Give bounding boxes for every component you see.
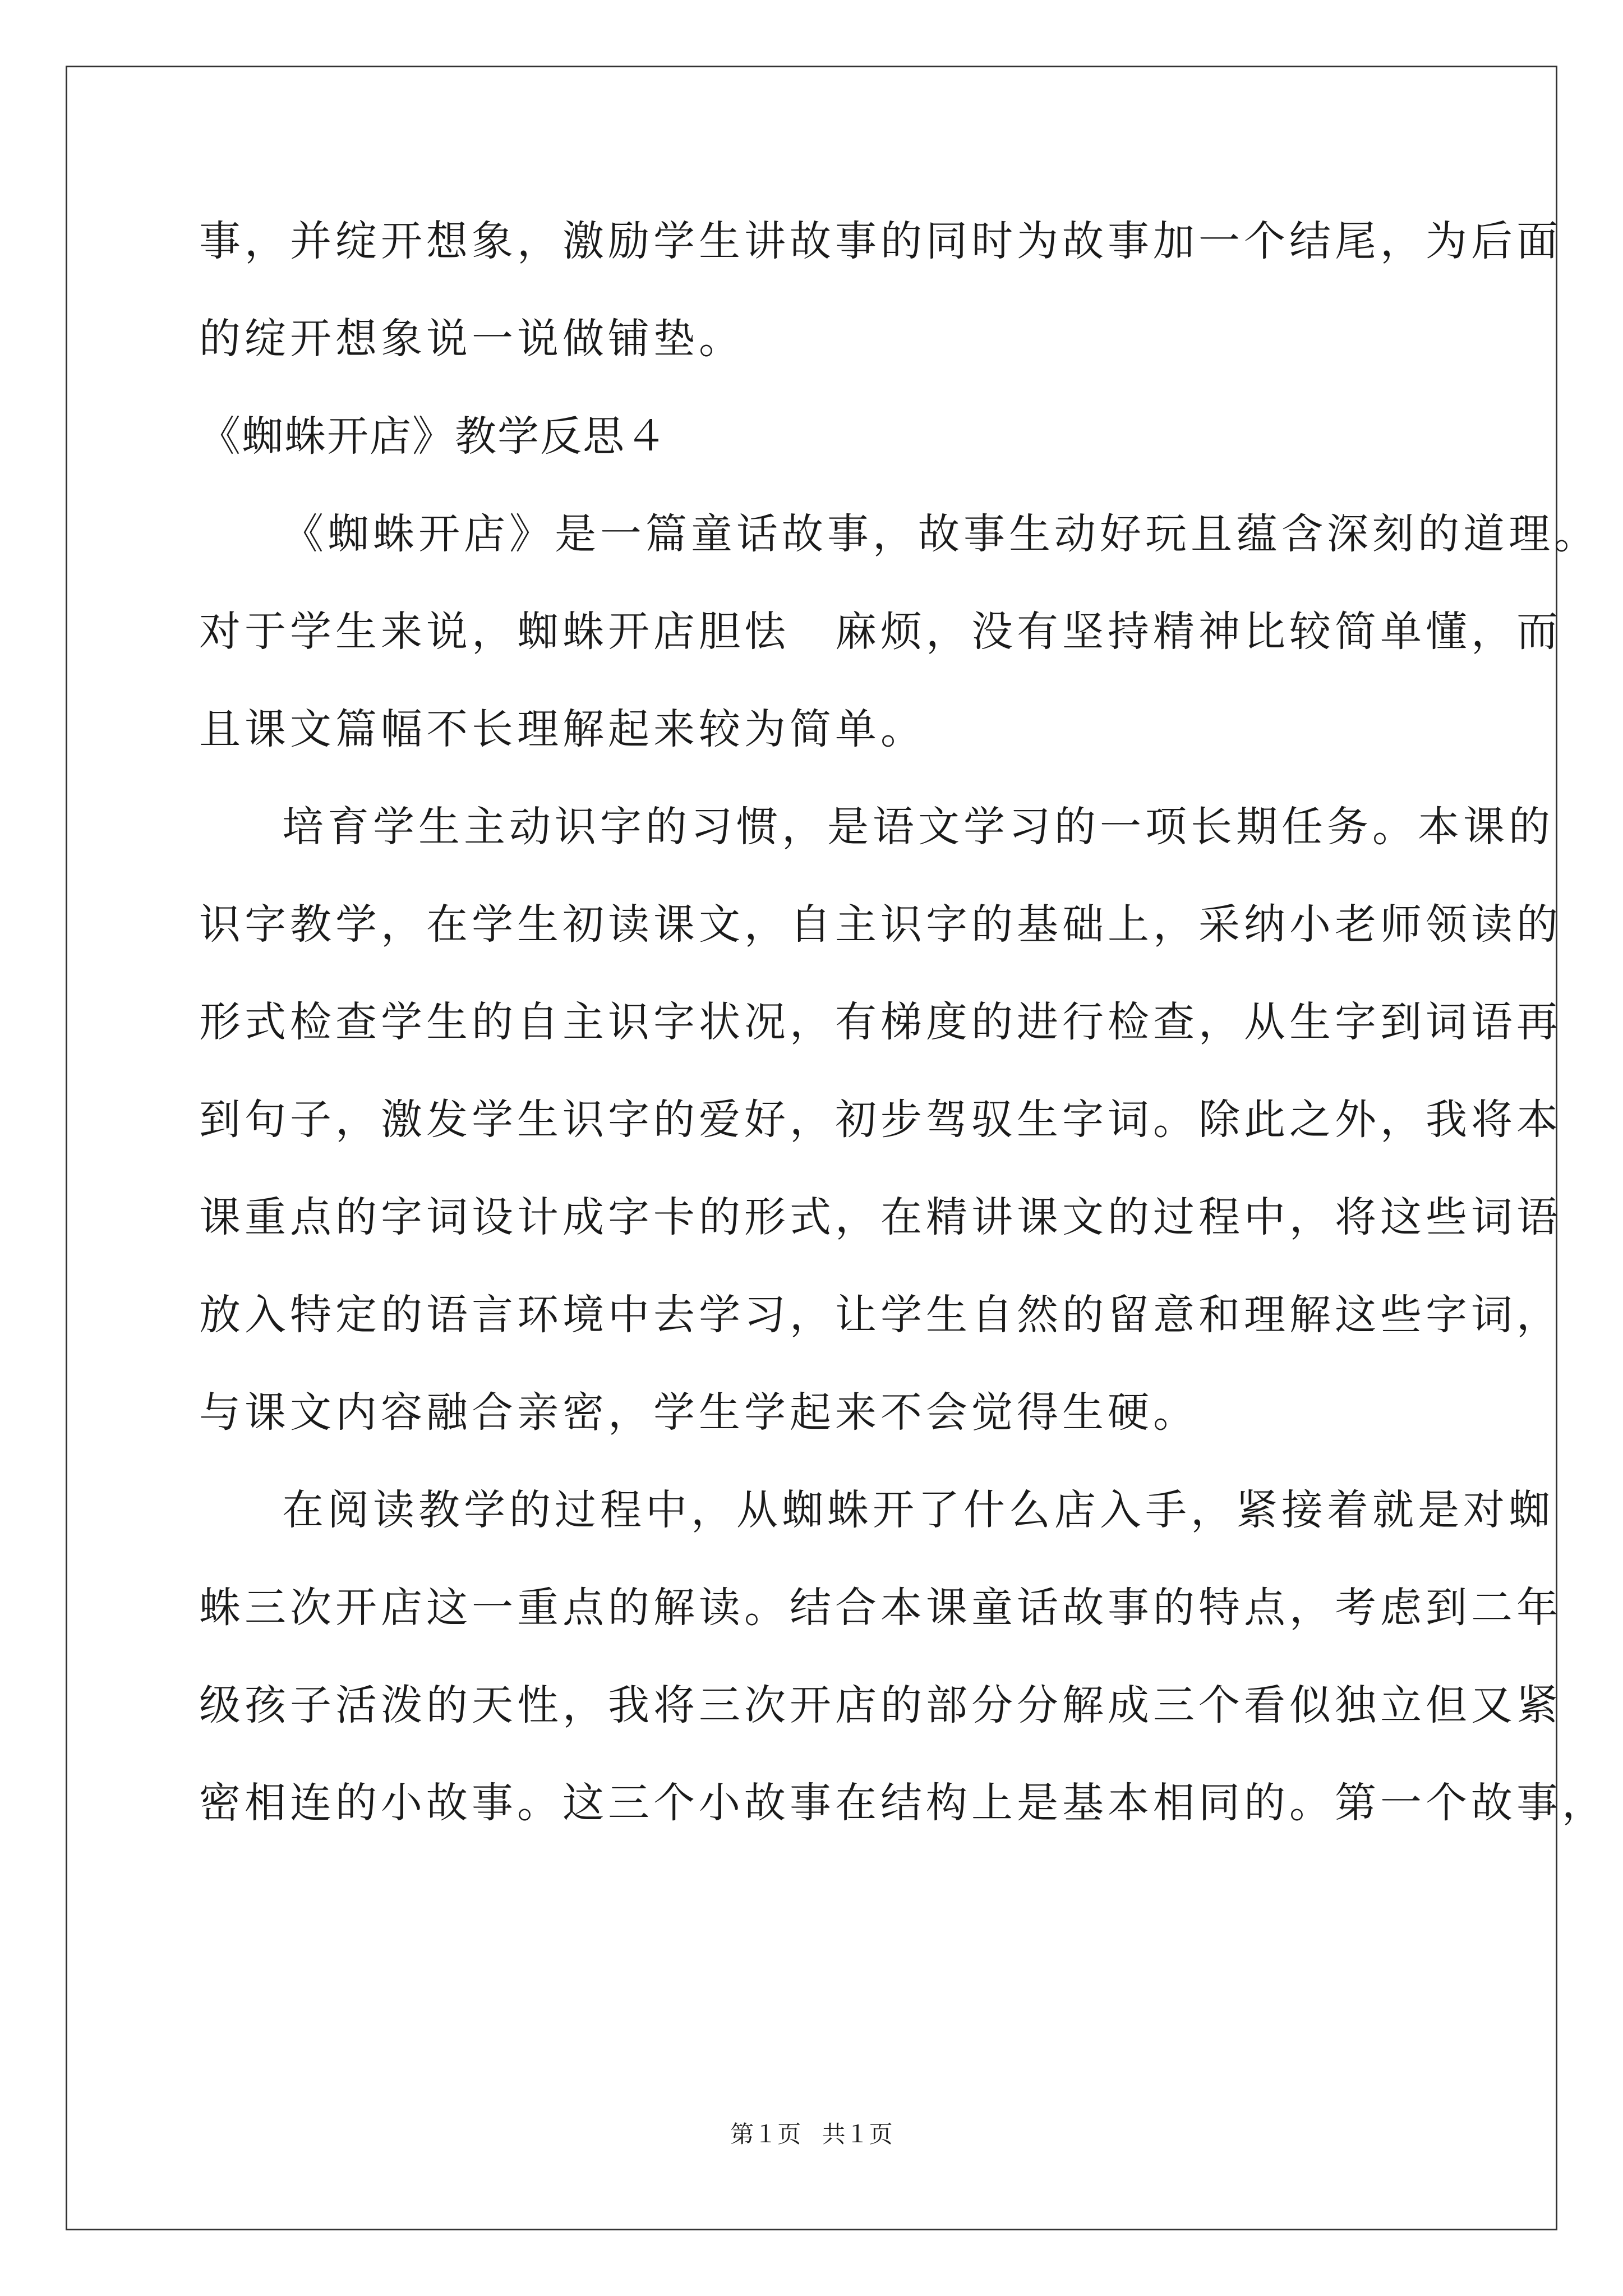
text-line: 密相连的小故事。这三个小故事在结构上是基本相同的。第一个故事， — [199, 1779, 1607, 1827]
page-footer — [0, 2118, 1623, 2151]
text-line: 且课文篇幅不长理解起来较为简单。 — [199, 705, 926, 753]
text-line: 蛛三次开店这一重点的解读。结合本课童话故事的特点，考虑到二年 — [199, 1584, 1562, 1632]
text-line: 放入特定的语言环境中去学习，让学生自然的留意和理解这些字词， — [199, 1291, 1562, 1339]
paragraph-start-line: 在阅读教学的过程中，从蜘蛛开了什么店入手，紧接着就是对蜘 — [282, 1486, 1554, 1534]
section-heading: 《蜘蛛开店》教学反思４ — [199, 412, 668, 461]
page-number-current: 第１页 — [730, 2120, 801, 2148]
text-line: 的绽开想象说一说做铺垫。 — [199, 315, 744, 363]
paragraph-start-line: 培育学生主动识字的习惯，是语文学习的一项长期任务。本课的 — [282, 803, 1554, 851]
page-number-total: 共１页 — [822, 2120, 893, 2148]
paragraph-start-line: 《蜘蛛开店》是一篇童话故事，故事生动好玩且蕴含深刻的道理。 — [282, 510, 1599, 558]
text-line: 形式检查学生的自主识字状况，有梯度的进行检查，从生字到词语再 — [199, 998, 1562, 1046]
text-line: 事，并绽开想象，激励学生讲故事的同时为故事加一个结尾，为后面 — [199, 217, 1562, 265]
text-line: 级孩子活泼的天性，我将三次开店的部分分解成三个看似独立但又紧 — [199, 1681, 1562, 1729]
text-line: 对于学生来说，蜘蛛开店胆怯 麻烦，没有坚持精神比较简单懂，而 — [199, 608, 1562, 656]
text-line: 到句子，激发学生识字的爱好，初步驾驭生字词。除此之外，我将本 — [199, 1096, 1562, 1144]
text-line: 识字教学，在学生初读课文，自主识字的基础上，采纳小老师领读的 — [199, 900, 1562, 949]
text-line: 课重点的字词设计成字卡的形式，在精讲课文的过程中，将这些词语 — [199, 1193, 1562, 1241]
document-body — [199, 213, 1607, 1872]
text-line: 与课文内容融合亲密，学生学起来不会觉得生硬。 — [199, 1388, 1198, 1437]
